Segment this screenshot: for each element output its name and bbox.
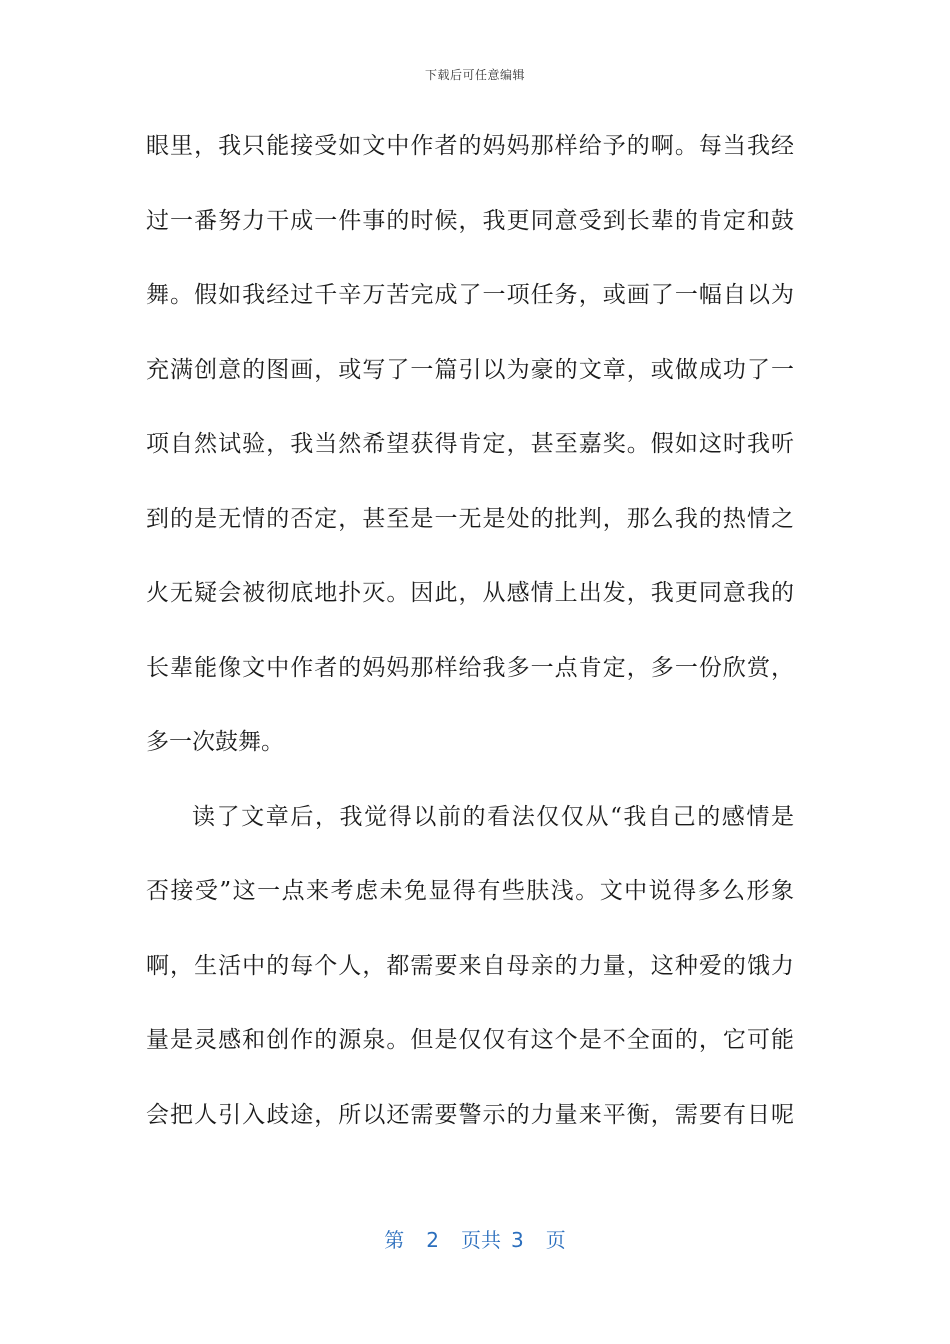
text-line: 多一次鼓舞。 (146, 729, 284, 755)
text-line: 啊，生活中的每个人，都需要来自母亲的力量，这种爱的饿力 (146, 952, 794, 979)
footer-total-pages: 3 (511, 1228, 524, 1252)
text-line: 读了文章后，我觉得以前的看法仅仅从“我自己的感情是 (192, 803, 794, 830)
document-body (146, 119, 794, 1162)
text-line: 会把人引入歧途，所以还需要警示的力量来平衡，需要有日呢 (146, 1101, 794, 1128)
text-line: 长辈能像文中作者的妈妈那样给我多一点肯定，多一份欣赏， (146, 654, 794, 681)
footer-ye-gong: 页共 (461, 1228, 501, 1252)
text-line: 量是灵感和创作的源泉。但是仅仅有这个是不全面的，它可能 (146, 1027, 794, 1053)
text-line: 充满创意的图画，或写了一篇引以为豪的文章，或做成功了一 (146, 356, 794, 383)
text-line: 到的是无情的否定，甚至是一无是处的批判，那么我的热情之 (146, 505, 794, 532)
header-note: 下载后可任意编辑 (424, 68, 525, 82)
text-line: 眼里，我只能接受如文中作者的妈妈那样给予的啊。每当我经 (146, 133, 794, 159)
footer-di: 第 (384, 1228, 405, 1252)
text-line: 过一番努力干成一件事的时候，我更同意受到长辈的肯定和鼓 (146, 207, 794, 234)
text-line: 火无疑会被彻底地扑灭。因此，从感情上出发，我更同意我的 (146, 580, 794, 606)
text-line: 舞。假如我经过千辛万苦完成了一项任务，或画了一幅自以为 (146, 282, 794, 308)
footer-ye: 页 (545, 1228, 566, 1252)
footer-page-number: 2 (426, 1228, 439, 1252)
page-footer (0, 1224, 950, 1253)
text-line: 否接受”这一点来考虑未免显得有些肤浅。文中说得多么形象 (146, 878, 794, 904)
text-line: 项自然试验，我当然希望获得肯定，甚至嘉奖。假如这时我听 (146, 431, 794, 457)
